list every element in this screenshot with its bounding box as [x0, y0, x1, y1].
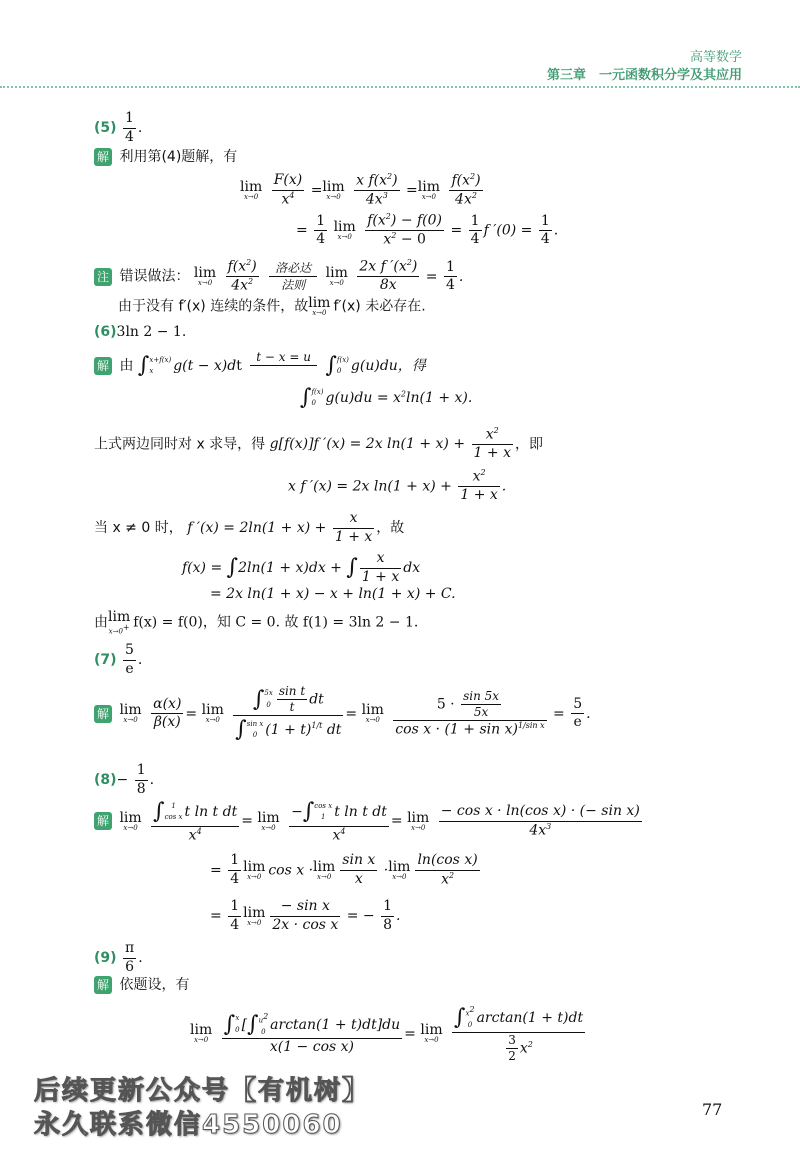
problem-6-eq4: = 2x ln(1 + x) − x + ln(1 + x) + C. [210, 586, 456, 602]
solution-badge: 解 [94, 976, 112, 994]
page-number: 77 [702, 1100, 723, 1119]
problem-5-reason: 由于没有 f′(x) 连续的条件，故 lim x→0 f′(x) 未必存在. [118, 295, 426, 317]
problem-6-sub: 解 由 ∫x+f(x) x g(t − x)dt t − x = u ∫f(x) 0 g(u)du，得 [94, 350, 426, 382]
problem-5-eq1: lim x→0 $\frac{F(x)}{x^4}$ = lim x→0 $\frac{x f(x^2)}{4x^3}$ = lim x→0 $\frac{f(x^2)}{4x^2}$ [240, 172, 481, 208]
header-divider [0, 86, 800, 88]
problem-8-eq1: 解 lim x→0 ∫ 1 cos x t ln t dt $x^4$ = lim x→0 −∫cos x 1 t ln t dt $x^4$ = lim x→0 $\frac{\text{− cos x · ln(cos x) · (− sin x)}}{4x^3}$ [94, 798, 644, 845]
book-title: 高等数学 [689, 50, 742, 65]
problem-9-intro: 解 依题设，有 [94, 976, 189, 994]
solution-badge: 解 [94, 357, 112, 375]
note-badge: 注 [94, 268, 112, 286]
chapter-title: 第三章 一元函数积分学及其应用 [546, 68, 742, 83]
problem-7-solution: 解 lim x→0 $\frac{\alpha(x)}{\beta(x)}$ = lim x→0 ∫5x 0 $\frac{\text{sin t}}{t}$ dt ∫sin x 0 $(1 + t)^{1/t}$ dt = lim x→0 5 · $\frac{\sin 5x}{5x}$ $\cos x \cdot (1 + \sin x)^{1/sin x}$ = $\frac{5}{e}$ . [94, 684, 591, 744]
problem-7-answer: (7) $\frac{5}{e}$ . [94, 642, 143, 677]
problem-6-deriv: 上式两边同时对 x 求导，得 g[f(x)]f ′(x) = 2x ln(1 + x) + $\frac{x^2}{1 + x}$ ，即 [94, 426, 543, 462]
problem-6-answer: (6)3ln 2 − 1. [94, 324, 187, 340]
problem-5-eq2: = $\frac{1}{4}$ lim x→0 $\frac{f(x^2) - f(0)}{x^2 - 0}$ = $\frac{1}{4}$ f ′(0) = $\frac{1}{4}$ . [296, 212, 559, 248]
problem-6-eq3: f(x) = ∫2ln(1 + x)dx + ∫ $\frac{x}{1 + x}$ dx [182, 550, 421, 585]
problem-6-final: 由 lim x→0+ f(x) = f(0)，知 C = 0. 故 f(1) = 3ln 2 − 1. [94, 609, 419, 636]
solution-badge: 解 [94, 148, 112, 166]
watermark-line-2: 永久联系微信4550060 [34, 1110, 343, 1140]
solution-badge: 解 [94, 705, 112, 723]
problem-6-eq1: ∫f(x) 0 $g(u)du = x^2\ln(1 + x)$. [300, 385, 473, 410]
watermark-line-1: 后续更新公众号【有机树】 [34, 1076, 371, 1106]
problem-9-eq1: lim x→0 ∫x 0 [$\int u^2$ 0 arctan(1 + t)dt]du x(1 − cos x) = lim x→0 $\int x^2$ 0 arctan(1 + t)dt $\frac{3}{2}$ $x^2$ [190, 1005, 584, 1063]
problem-9-answer: (9) $\frac{\pi}{6}$ . [94, 940, 143, 975]
problem-5-intro: 解 利用第(4)题解，有 [94, 148, 237, 166]
problem-8-eq2: = $\frac{1}{4}$ lim x→0 cos x · lim x→0 $\frac{\text{sin x}}{x}$ · lim x→0 $\frac{\text{ln(cos x)}}{x^2}$ [210, 852, 478, 888]
problem-5-answer: (5) $\frac{1}{4}$ . [94, 110, 143, 145]
problem-8-eq3: = $\frac{1}{4}$ lim x→0 $\frac{\text{− sin x}}{\text{2x · cos x}}$ = − $\frac{1}{8}$ . [210, 898, 401, 933]
solution-badge: 解 [94, 812, 112, 830]
problem-6-eq2: x f ′(x) = 2x ln(1 + x) + $\frac{x^2}{1 + x}$ . [288, 468, 507, 504]
problem-6-cond: 当 x ≠ 0 时， f ′(x) = 2ln(1 + x) + $\frac{x}{1 + x}$ ，故 [94, 510, 405, 545]
problem-5-note: 注 错误做法： lim x→0 $\frac{f(x^2)}{4x^2}$ 洛必达 法则 lim x→0 $\frac{2x f '(x^2)}{8x}$ = $\frac{1}{4}$ . [94, 258, 463, 295]
problem-8-answer: (8)− $\frac{1}{8}$ . [94, 762, 155, 797]
